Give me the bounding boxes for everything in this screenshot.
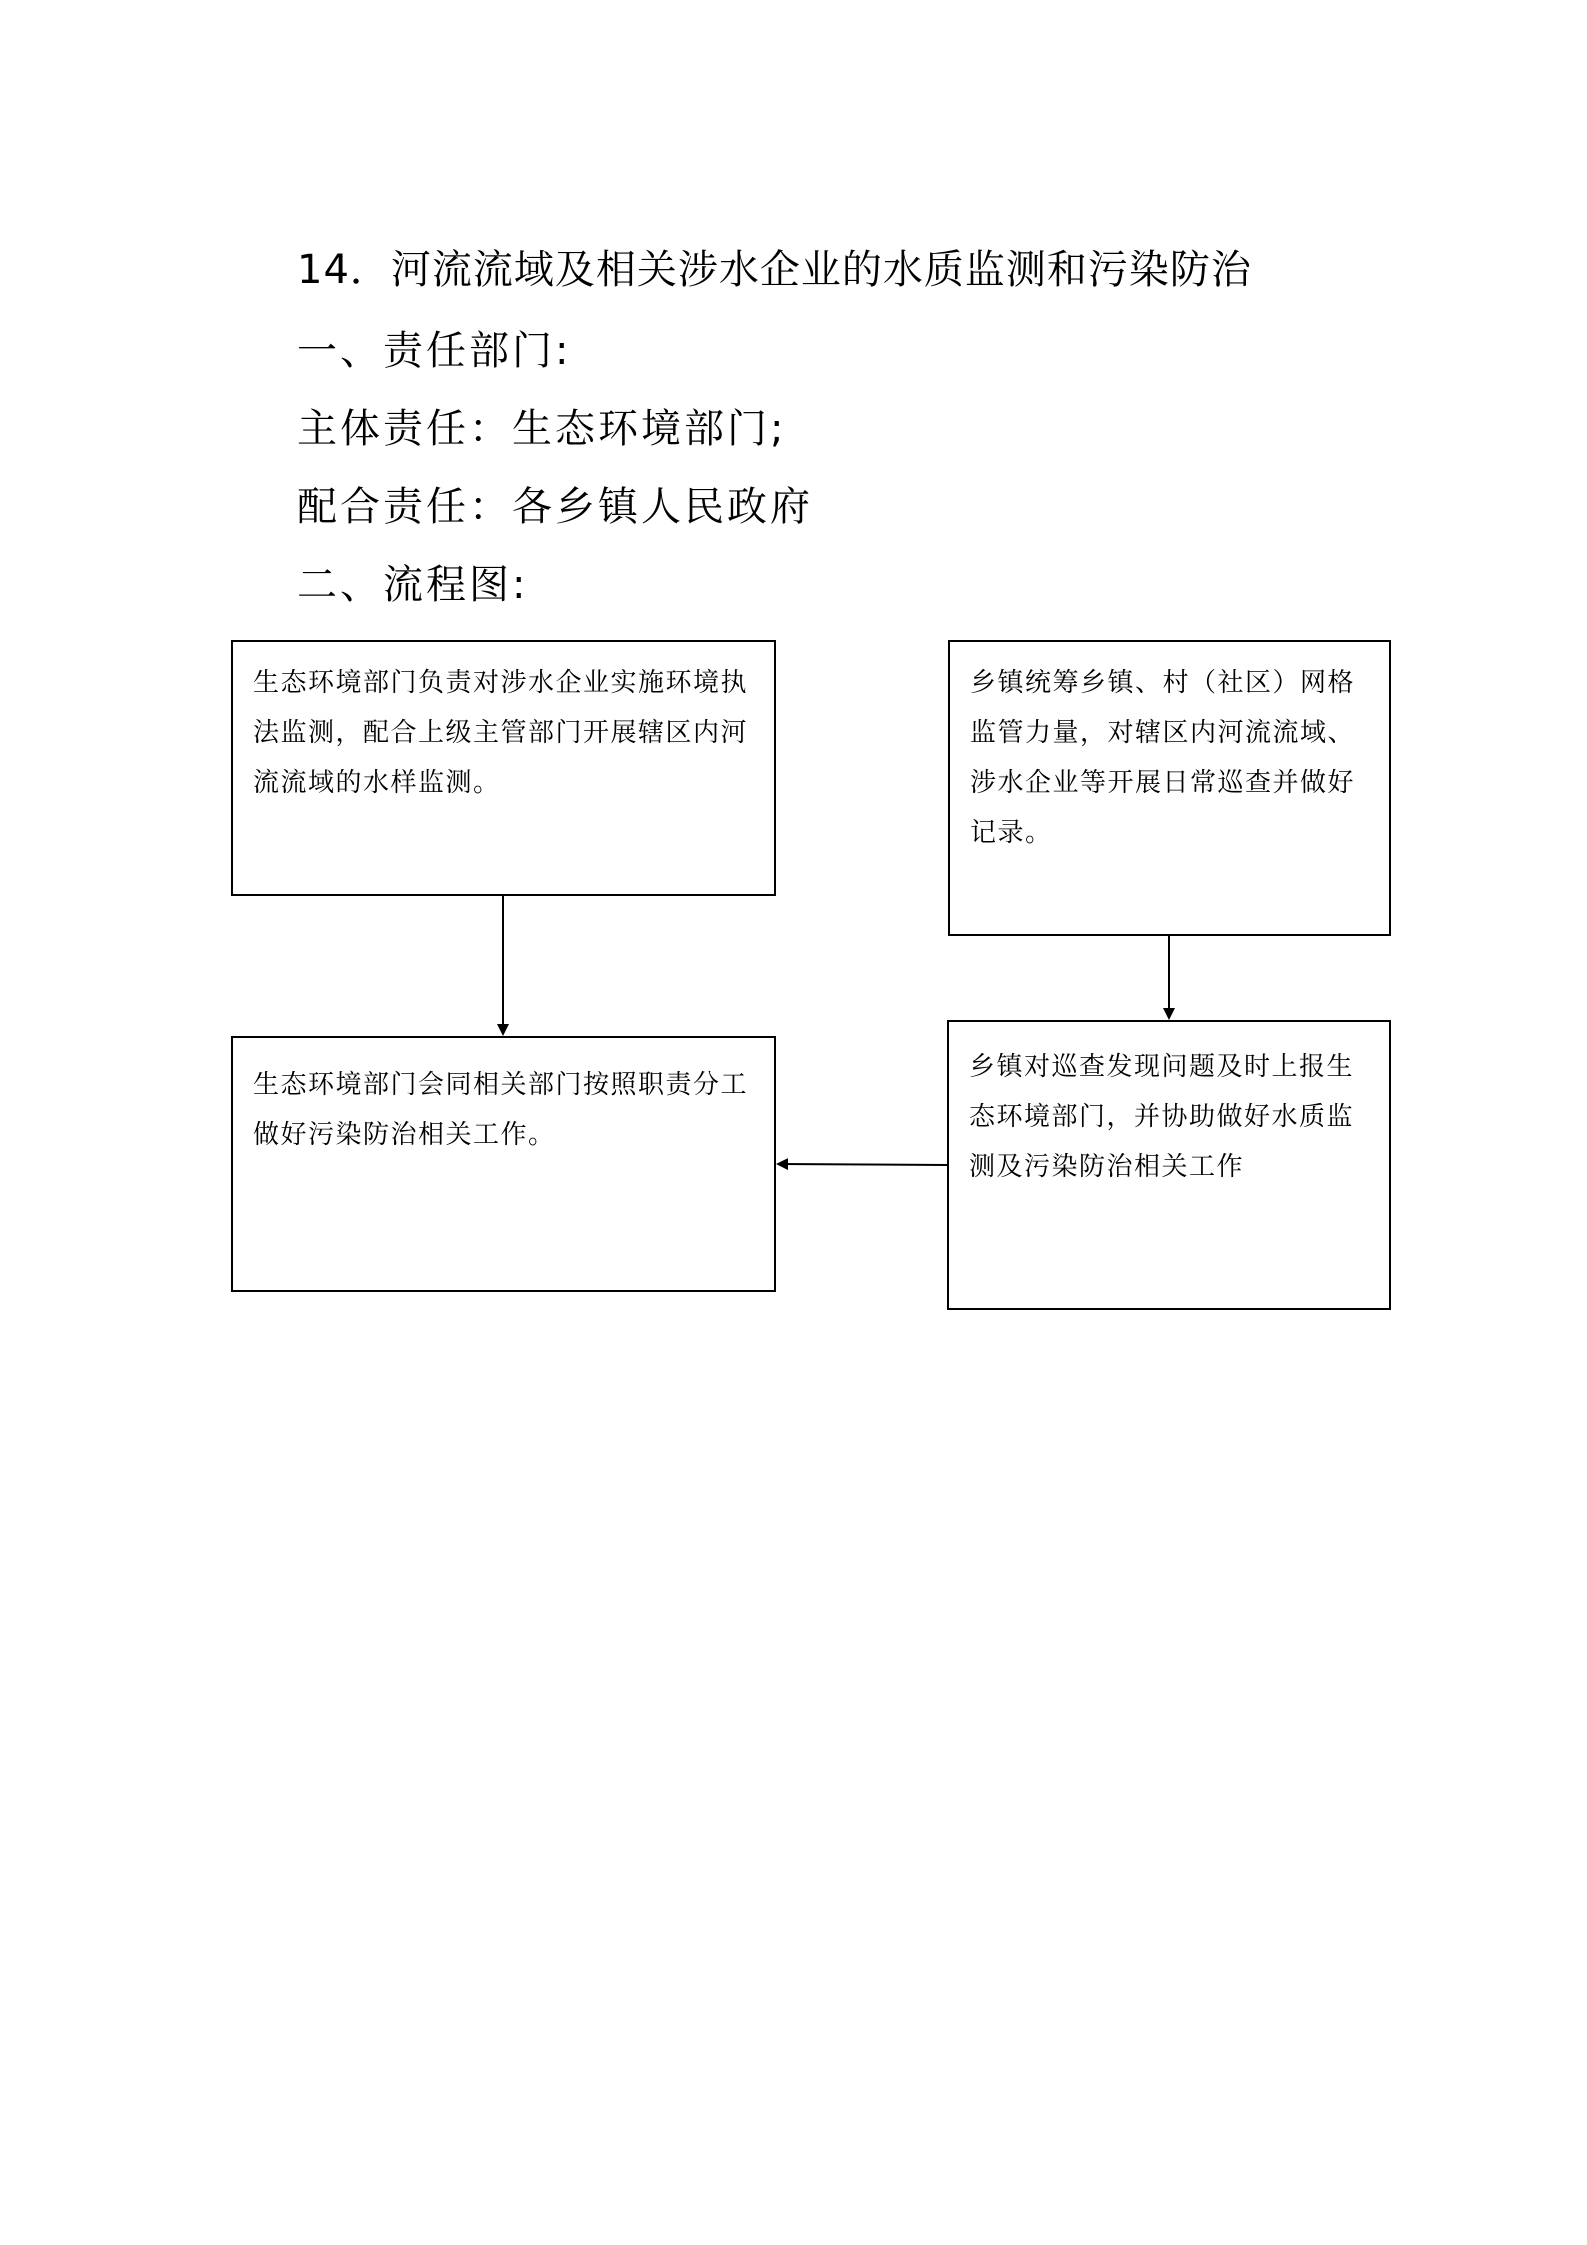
flow-box-town-patrol-text: 乡镇统筹乡镇、村（社区）网格监管力量，对辖区内河流流域、涉水企业等开展日常巡查并做好记录。 bbox=[970, 668, 1356, 848]
flow-box-env-monitoring-text: 生态环境部门负责对涉水企业实施环境执法监测，配合上级主管部门开展辖区内河流流域的水样监测。 bbox=[253, 668, 749, 798]
assisting-responsibility: 配合责任：各乡镇人民政府 bbox=[297, 484, 813, 530]
flow-box-env-monitoring bbox=[231, 640, 776, 896]
flow-box-env-prevention bbox=[231, 1036, 776, 1292]
section-heading-responsibility: 一、责任部门: bbox=[297, 328, 572, 374]
flow-box-town-patrol bbox=[948, 640, 1391, 936]
flow-box-town-report bbox=[947, 1020, 1391, 1310]
arrow-report-to-prevention bbox=[778, 1164, 947, 1165]
flow-box-town-report-text: 乡镇对巡查发现问题及时上报生态环境部门，并协助做好水质监测及污染防治相关工作 bbox=[969, 1052, 1355, 1182]
primary-responsibility: 主体责任：生态环境部门; bbox=[297, 406, 787, 452]
flow-box-env-prevention-text: 生态环境部门会同相关部门按照职责分工做好污染防治相关工作。 bbox=[253, 1070, 749, 1150]
section-heading-flowchart: 二、流程图: bbox=[297, 562, 529, 608]
document-title: 14．河流流域及相关涉水企业的水质监测和污染防治 bbox=[297, 247, 1252, 293]
